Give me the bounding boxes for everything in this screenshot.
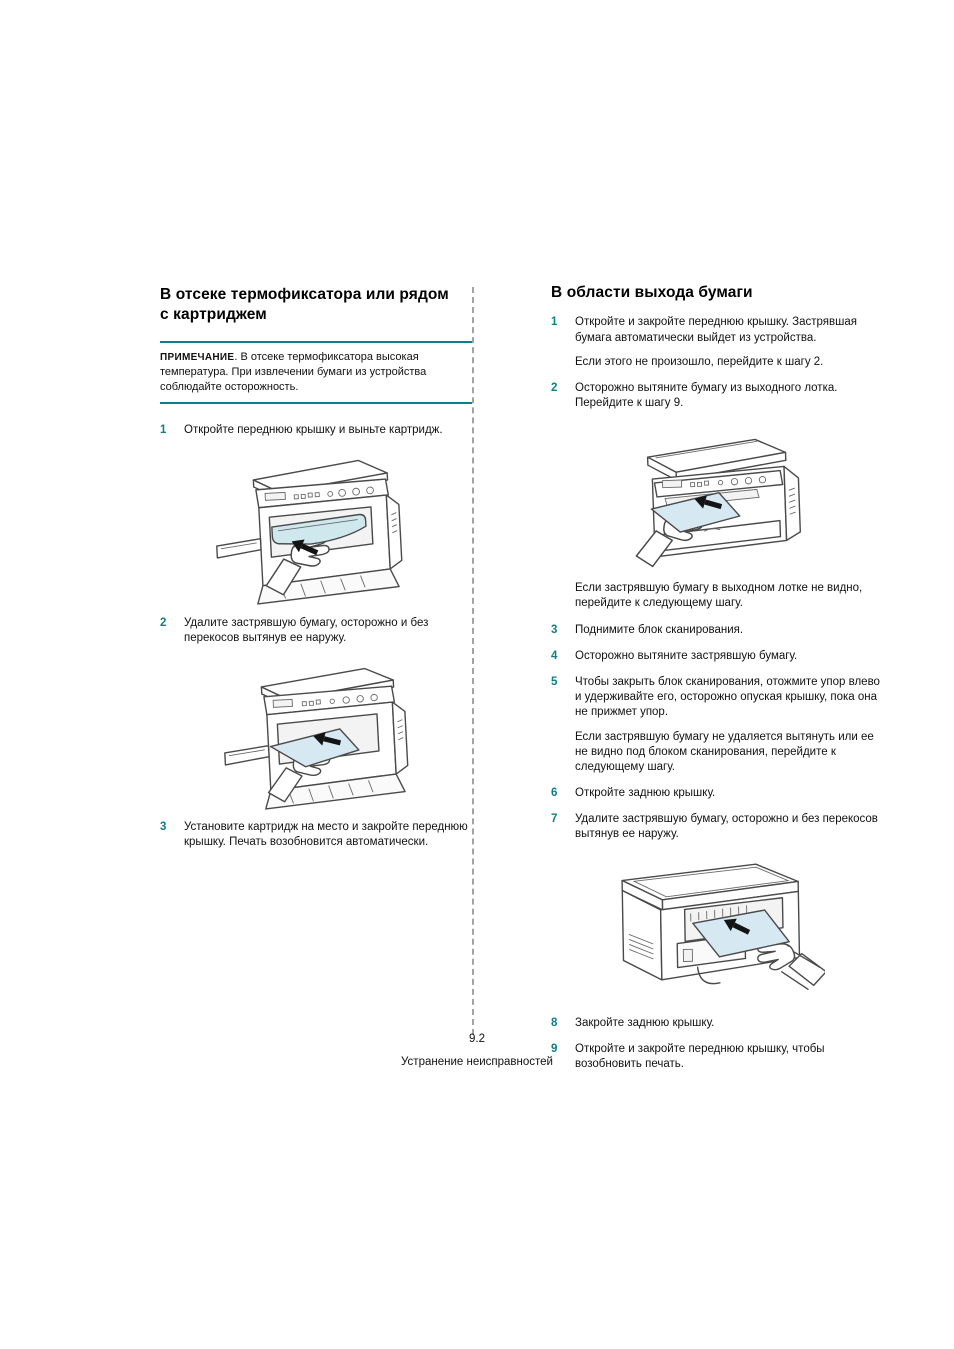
- step-number: 3: [551, 623, 558, 636]
- illustration-remove-jam-front: [222, 660, 472, 810]
- step-text: Откройте и закройте переднюю крышку, чтобы возобновить печать.: [575, 1042, 825, 1070]
- step: [160, 820, 472, 850]
- step-text: Удалите застрявшую бумагу, осторожно и без перекосов вытянув ее наружу.: [575, 813, 878, 841]
- note-text: . В отсеке термофиксатора высокая температура. При извлечении бумаги из устройства соблюдайте осторожность.: [160, 350, 427, 393]
- step: [551, 812, 881, 842]
- step: [160, 423, 472, 438]
- step-text: Осторожно вытяните застрявшую бумагу.: [575, 649, 798, 662]
- section-heading: В области выхода бумаги: [551, 284, 753, 301]
- step-number: 8: [551, 1016, 558, 1029]
- step-number: 1: [551, 316, 558, 329]
- step: [551, 623, 881, 638]
- step-extra-text: Если этого не произошло, перейдите к шагу 2.: [575, 355, 824, 368]
- step-number: 3: [160, 820, 167, 833]
- step-number: 5: [551, 676, 558, 688]
- step-number: 2: [551, 381, 558, 394]
- step: [551, 675, 881, 721]
- step-text: Откройте заднюю крышку.: [575, 787, 716, 800]
- note-label: ПРИМЕЧАНИЕ: [160, 351, 235, 363]
- note-box: [160, 341, 472, 405]
- step-text: Откройте и закройте переднюю крышку. Застрявшая бумага автоматически выйдет из устройства.: [575, 316, 857, 344]
- section-heading: В отсеке термофиксатора или рядом с картриджем: [160, 286, 449, 324]
- illustration-remove-jam-rear: [597, 857, 881, 1005]
- section-paper-exit-area: [551, 283, 881, 1072]
- step-number: 9: [551, 1042, 558, 1055]
- step-text: Чтобы закрыть блок сканирования, отожмите упор влево и удерживайте его, осторожно опуская крышку, пока она не прижмет упор.: [575, 676, 880, 719]
- step-number: 1: [160, 424, 167, 437]
- section-fuser-area: [160, 285, 472, 850]
- after-figure-note: Если застрявшую бумагу в выходном лотке не видно, перейдите к следующему шагу.: [575, 582, 863, 610]
- step: [160, 616, 472, 646]
- column-divider: [472, 287, 474, 1035]
- step-text: Откройте переднюю крышку и выньте картридж.: [184, 424, 443, 437]
- step-extra-text: Если застрявшую бумагу не удаляется вытянуть или ее не видно под блоком сканирования, перейдите к следующему шагу.: [575, 730, 874, 773]
- step: [551, 786, 881, 801]
- step-text: Поднимите блок сканирования.: [575, 623, 744, 636]
- step-number: 7: [551, 813, 558, 826]
- illustration-pull-paper-output-tray: [607, 421, 881, 571]
- page-number: 9.2: [469, 1033, 485, 1045]
- step-text: Закройте заднюю крышку.: [575, 1016, 715, 1029]
- step-text: Осторожно вытяните бумагу из выходного лотка. Перейдите к шагу 9.: [575, 381, 838, 410]
- step: [551, 1016, 881, 1031]
- chapter-footer: Устранение неисправностей: [401, 1056, 553, 1068]
- step: [551, 649, 881, 664]
- step-text: Удалите застрявшую бумагу, осторожно и без перекосов вытянув ее наружу.: [184, 616, 429, 644]
- step: [551, 381, 881, 411]
- step-number: 6: [551, 787, 558, 800]
- step-number: 4: [551, 649, 558, 662]
- step-text: Установите картридж на место и закройте переднюю крышку. Печать возобновится автоматически.: [184, 820, 468, 849]
- step-number: 2: [160, 616, 167, 629]
- step: [551, 315, 881, 345]
- illustration-open-front-remove-cartridge: [212, 449, 472, 607]
